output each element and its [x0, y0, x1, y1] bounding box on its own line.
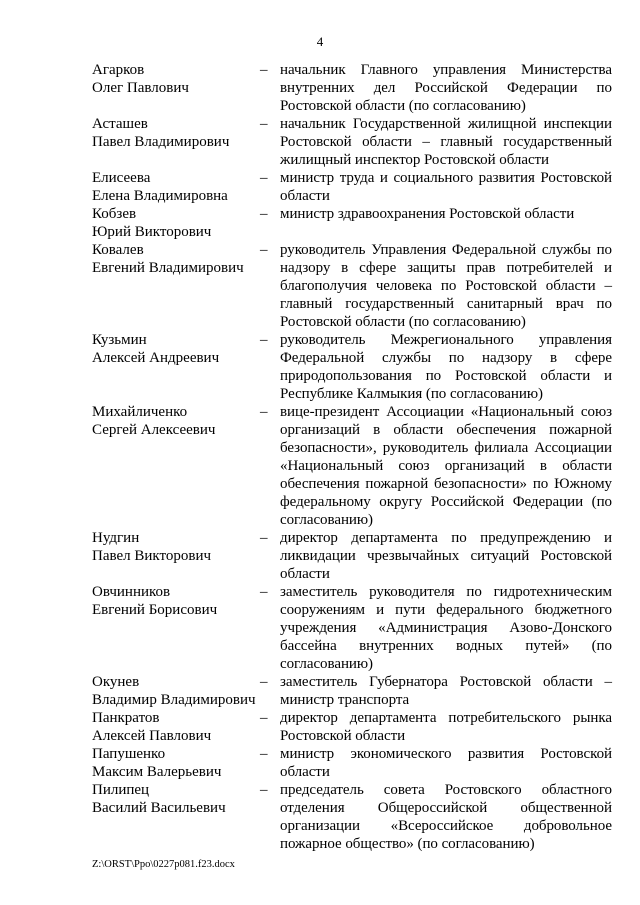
member-entry	[92, 583, 612, 673]
member-surname: Панкратов	[92, 710, 160, 726]
document-file-path: Z:\ORST\Ppo\0227p081.f23.docx	[92, 859, 235, 870]
member-given-names: Владимир Владимирович	[92, 692, 256, 708]
member-name	[92, 115, 260, 151]
dash-separator: –	[260, 242, 268, 258]
member-given-names: Евгений Владимирович	[92, 260, 244, 276]
dash-separator: –	[260, 404, 268, 420]
member-given-names: Алексей Павлович	[92, 728, 212, 744]
member-position: министр труда и социального развития Ростовской области	[280, 170, 612, 204]
member-surname: Кобзев	[92, 206, 137, 222]
member-entry	[92, 169, 612, 205]
member-name	[92, 745, 260, 781]
dash-separator: –	[260, 170, 268, 186]
member-surname: Михайличенко	[92, 404, 188, 420]
member-surname: Окунев	[92, 674, 140, 690]
member-name	[92, 709, 260, 745]
member-entry	[92, 331, 612, 403]
member-entry	[92, 529, 612, 583]
member-position: министр здравоохранения Ростовской области	[280, 206, 575, 222]
member-entry	[92, 61, 612, 115]
member-entry	[92, 403, 612, 529]
member-given-names: Юрий Викторович	[92, 224, 212, 240]
member-given-names: Павел Викторович	[92, 548, 212, 564]
member-name	[92, 61, 260, 97]
member-position: заместитель Губернатора Ростовской области – министр транспорта	[280, 674, 612, 708]
member-entry	[92, 781, 612, 853]
dash-separator: –	[260, 584, 268, 600]
member-name	[92, 403, 260, 439]
member-surname: Кузьмин	[92, 332, 147, 348]
member-name	[92, 331, 260, 367]
member-given-names: Максим Валерьевич	[92, 764, 222, 780]
member-surname: Овчинников	[92, 584, 171, 600]
dash-separator: –	[260, 206, 268, 222]
member-position: министр экономического развития Ростовской области	[280, 746, 612, 780]
page-number: 4	[316, 34, 324, 49]
member-position: руководитель Управления Федеральной службы по надзору в сфере защиты прав потребителей и благополучия человека по Ростовской области – главный государственный санитарный врач по Ростовской области (по согласованию)	[280, 242, 612, 330]
member-name	[92, 205, 260, 241]
dash-separator: –	[260, 710, 268, 726]
member-position: председатель совета Ростовского областного отделения Общероссийской общественной организации «Всероссийское добровольное пожарное общество» (по согласованию)	[280, 782, 612, 852]
member-surname: Папушенко	[92, 746, 166, 762]
dash-separator: –	[260, 332, 268, 348]
member-name	[92, 583, 260, 619]
member-given-names: Василий Васильевич	[92, 800, 226, 816]
member-position: директор департамента потребительского рынка Ростовской области	[280, 710, 612, 744]
member-name	[92, 529, 260, 565]
member-given-names: Евгений Борисович	[92, 602, 218, 618]
member-name	[92, 241, 260, 277]
member-surname: Асташев	[92, 116, 148, 132]
dash-separator: –	[260, 746, 268, 762]
member-entry	[92, 673, 612, 709]
member-list	[92, 61, 612, 853]
member-name	[92, 781, 260, 817]
dash-separator: –	[260, 62, 268, 78]
member-name	[92, 169, 260, 205]
member-name	[92, 673, 260, 709]
member-given-names: Елена Владимировна	[92, 188, 228, 204]
dash-separator: –	[260, 782, 268, 798]
member-entry	[92, 745, 612, 781]
member-position: начальник Государственной жилищной инспекции Ростовской области – главный государственный жилищный инспектор Ростовской области	[280, 116, 612, 168]
member-surname: Пилипец	[92, 782, 150, 798]
member-position: вице-президент Ассоциации «Национальный союз организаций в области обеспечения пожарной безопасности», руководитель филиала Ассоциации «Национальный союз организаций в области обеспечения пожарной безопасности» по Южному федеральному округу Российской Федерации (по согласованию)	[280, 404, 612, 528]
member-entry	[92, 205, 612, 241]
member-given-names: Алексей Андреевич	[92, 350, 220, 366]
dash-separator: –	[260, 674, 268, 690]
dash-separator: –	[260, 530, 268, 546]
member-given-names: Олег Павлович	[92, 80, 189, 96]
member-position: заместитель руководителя по гидротехническим сооружениям и пути федерального бюджетного учреждения «Администрация Азово-Донского бассейна внутренних водных путей» (по согласованию)	[280, 584, 612, 672]
member-surname: Ковалев	[92, 242, 144, 258]
member-surname: Елисеева	[92, 170, 151, 186]
member-surname: Агарков	[92, 62, 145, 78]
member-surname: Нудгин	[92, 530, 140, 546]
member-position: начальник Главного управления Министерства внутренних дел Российской Федерации по Ростовской области (по согласованию)	[280, 62, 612, 114]
member-given-names: Сергей Алексеевич	[92, 422, 216, 438]
dash-separator: –	[260, 116, 268, 132]
member-given-names: Павел Владимирович	[92, 134, 230, 150]
member-position: директор департамента по предупреждению и ликвидации чрезвычайных ситуаций Ростовской области	[280, 530, 612, 582]
member-position: руководитель Межрегионального управления Федеральной службы по надзору в сфере природопользования по Ростовской области и Республике Калмыкия (по согласованию)	[280, 332, 612, 402]
member-entry	[92, 709, 612, 745]
member-entry	[92, 115, 612, 169]
member-entry	[92, 241, 612, 331]
